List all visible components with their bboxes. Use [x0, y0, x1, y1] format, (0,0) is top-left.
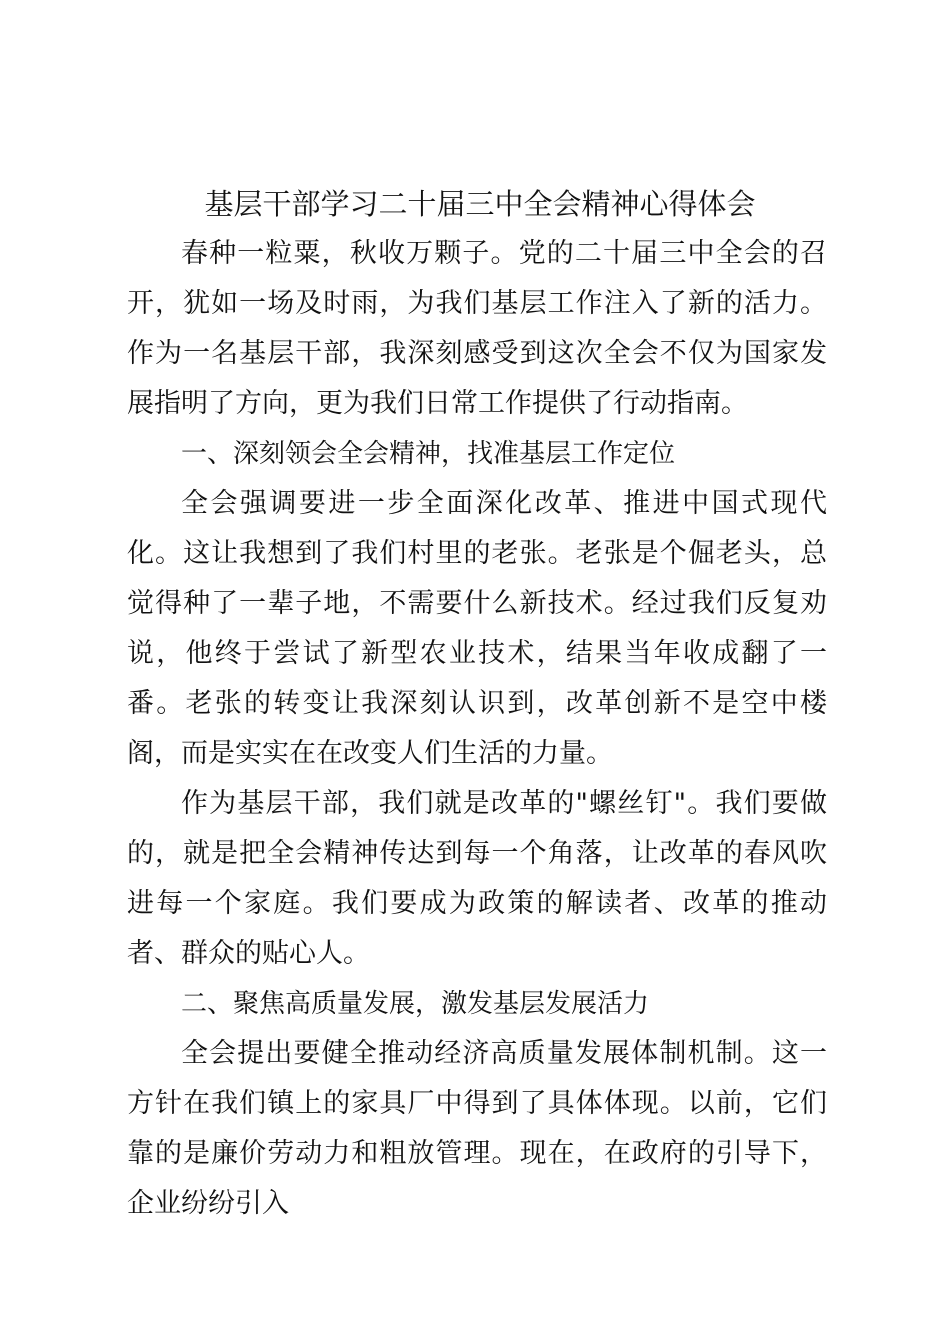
section-heading-2: 二、聚焦高质量发展，激发基层发展活力 — [181, 989, 650, 1019]
paragraph-section1-b: 作为基层干部，我们就是改革的"螺丝钉"。我们要做的，就是把全会精神传达到每一个角落，让改革的春风吹进每一个家庭。我们要成为政策的解读者、改革的推动者、群众的贴心人。 — [127, 788, 827, 969]
paragraph-intro: 春种一粒粟，秋收万颗子。党的二十届三中全会的召开，犹如一场及时雨，为我们基层工作注入了新的活力。作为一名基层干部，我深刻感受到这次全会不仅为国家发展指明了方向，更为我们日常工作提供了行动指南。 — [127, 238, 827, 419]
document-body — [127, 229, 827, 1229]
document-title: 基层干部学习二十届三中全会精神心得体会 — [204, 187, 756, 221]
paragraph-section2-a: 全会提出要健全推动经济高质量发展体制机制。这一方针在我们镇上的家具厂中得到了具体体现。以前，它们靠的是廉价劳动力和粗放管理。现在，在政府的引导下，企业纷纷引入 — [127, 1038, 827, 1219]
section-heading-1: 一、深刻领会全会精神，找准基层工作定位 — [181, 439, 676, 469]
paragraph-section1-a: 全会强调要进一步全面深化改革、推进中国式现代化。这让我想到了我们村里的老张。老张是个倔老头，总觉得种了一辈子地，不需要什么新技术。经过我们反复劝说，他终于尝试了新型农业技术，结果当年收成翻了一番。老张的转变让我深刻认识到，改革创新不是空中楼阁，而是实实在在改变人们生活的力量。 — [127, 488, 827, 769]
